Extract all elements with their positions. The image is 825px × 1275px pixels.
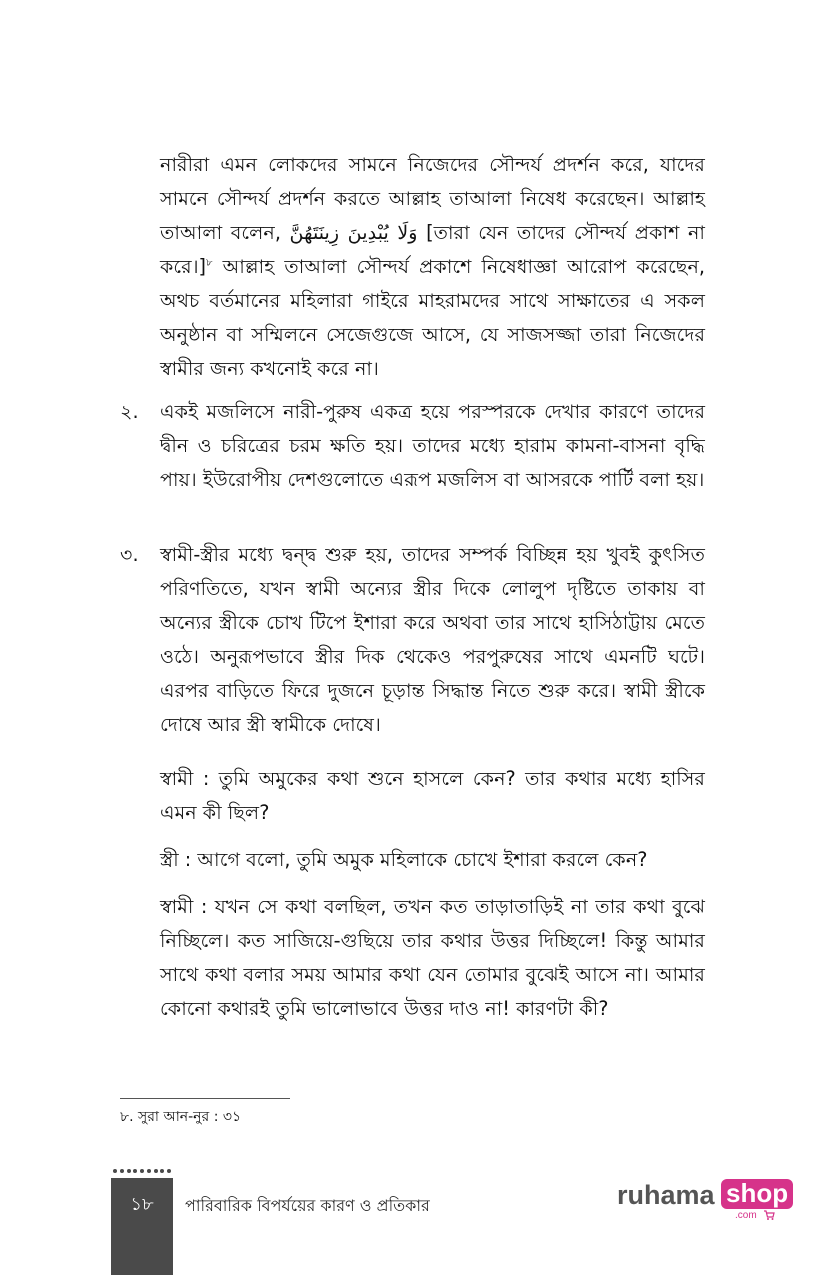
list-item xyxy=(120,538,705,742)
logo-shop-badge: shop xyxy=(721,1179,793,1209)
list-item-text: স্বামী-স্ত্রীর মধ্যে দ্বন্দ্ব শুরু হয়, তাদের সম্পর্ক বিচ্ছিন্ন হয় খুবই কুৎসিত পরিণতিতে, যখন স্বামী অন্যের স্ত্রীর দিকে লোলুপ দৃষ্টিতে তাকায় বা অন্যের স্ত্রীকে চোখ টিপে ইশারা করে অথবা তার সাথে হাসিঠাট্টায় মেতে ওঠে। অনুরূপভাবে স্ত্রীর দিক থেকেও পরপুরুষের সাথে এমনটি ঘটে। এরপর বাড়িতে ফিরে দুজনে চূড়ান্ত সিদ্ধান্ত নিতে শুরু করে। স্বামী স্ত্রীকে দোষে আর স্ত্রী স্বামীকে দোষে। xyxy=(160,543,705,736)
page-number: ১৮ xyxy=(130,1194,154,1215)
dialogue-text: যখন সে কথা বলছিল, তখন কত তাড়াতাড়িই না তার কথা বুঝে নিচ্ছিলে। কত সাজিয়ে-গুছিয়ে তার কথার উত্তর দিচ্ছিলে! কিন্তু আমার সাথে কথা বলার সময় আমার কথা যেন তোমার বুঝেই আসে না। আমার কোনো কথারই তুমি ভালোভাবে উত্তর দাও না! কারণটা কী? xyxy=(160,895,706,1020)
dialogue-line xyxy=(160,890,705,1026)
dialogue-text: তুমি অমুকের কথা শুনে হাসলে কেন? তার কথার মধ্যে হাসির এমন কী ছিল? xyxy=(160,767,705,824)
decorative-dots xyxy=(111,1168,173,1174)
footnote-ref[interactable]: ৮ xyxy=(206,257,213,269)
intro-text: নারীরা এমন লোকদের সামনে নিজেদের সৌন্দর্য প্রদর্শন করে, যাদের সামনে সৌন্দর্য প্রদর্শন করতে আল্লাহ তাআলা নিষেধ করেছেন। আল্লাহ তাআলা বলেন, xyxy=(160,153,705,244)
dialogue-line xyxy=(160,762,705,830)
logo-ruhama-text: ruhama xyxy=(617,1180,715,1210)
list-item xyxy=(120,395,705,497)
intro-text-end: আল্লাহ তাআলা সৌন্দর্য প্রকাশে নিষেধাজ্ঞা আরোপ করেছেন, অথচ বর্তমানের মহিলারা গাইরে মাহরামদের সাথে সাক্ষাতের এ সকল অনুষ্ঠান বা সম্মিলনে সেজেগুজে আসে, যে সাজসজ্জা তারা নিজেদের স্বামীর জন্য কখনোই করে না। xyxy=(160,255,705,380)
footnote-divider xyxy=(120,1098,290,1099)
list-item-text: একই মজলিসে নারী-পুরুষ একত্র হয়ে পরস্পরকে দেখার কারণে তাদের দ্বীন ও চরিত্রের চরম ক্ষতি হয়। তাদের মধ্যে হারাম কামনা-বাসনা বৃদ্ধি পায়। ইউরোপীয় দেশগুলোতে এরূপ মজলিস বা আসরকে পার্টি বলা হয়। xyxy=(160,400,705,491)
footnote: ৮. সুরা আন-নুর : ৩১ xyxy=(120,1109,242,1125)
verse-translation: [তারা যেন তাদের সৌন্দর্য প্রকাশ না করে।] xyxy=(160,221,705,278)
logo-domain-text: .com xyxy=(735,1210,757,1221)
dialogue-text: আগে বলো, তুমি অমুক মহিলাকে চোখে ইশারা করলে কেন? xyxy=(191,848,648,871)
list-number: ৩. xyxy=(120,543,139,566)
speaker-label: স্বামী : xyxy=(160,895,208,918)
intro-paragraph xyxy=(160,148,705,386)
arabic-verse: وَلَا يُبْدِينَ زِينَتَهُنَّ xyxy=(289,221,418,244)
speaker-label: স্বামী : xyxy=(160,767,210,790)
running-title: পারিবারিক বিপর্যয়ের কারণ ও প্রতিকার xyxy=(185,1196,430,1215)
speaker-label: স্ত্রী : xyxy=(160,848,192,871)
dialogue-line xyxy=(160,843,705,877)
list-number: ২. xyxy=(120,400,139,423)
shopping-cart-icon xyxy=(763,1209,775,1221)
